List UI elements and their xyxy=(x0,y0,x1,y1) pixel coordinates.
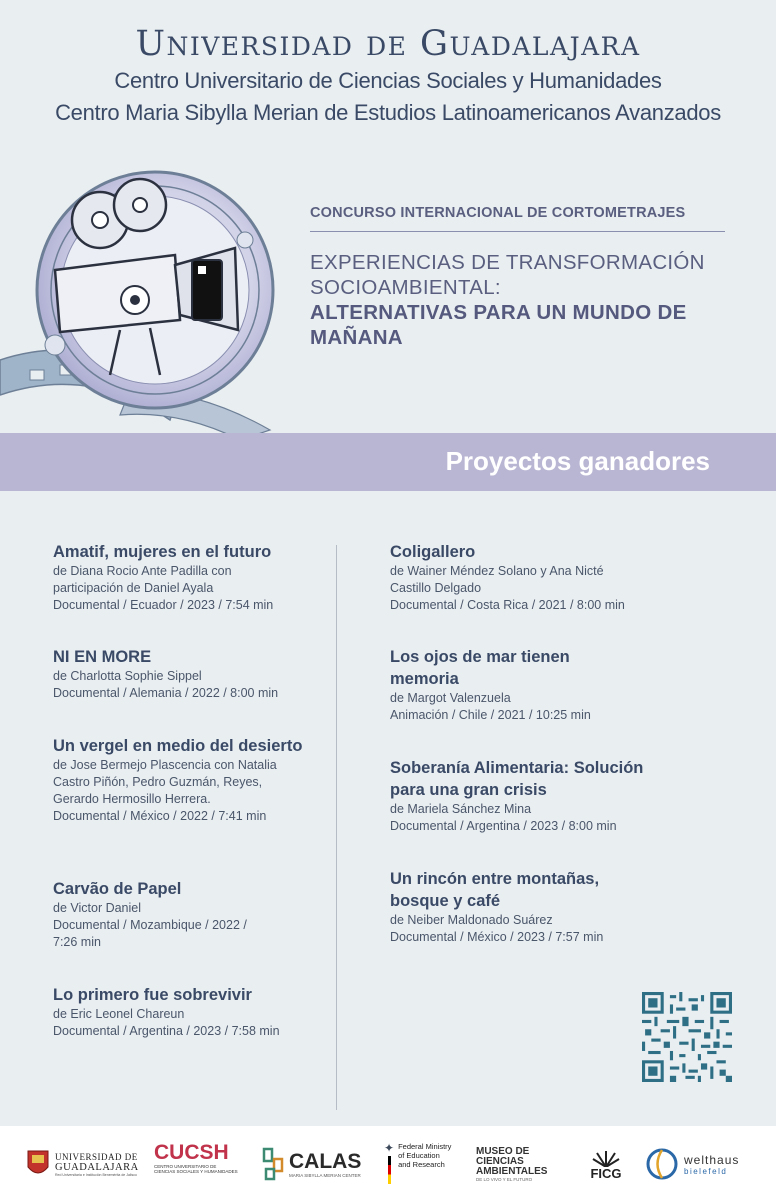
museo-sub: DE LO VIVO Y EL FUTURO xyxy=(476,1176,533,1182)
project-title: Un vergel en medio del desierto xyxy=(53,737,303,755)
projects-left-column xyxy=(53,541,328,1040)
bmbf-line-3: and Research xyxy=(398,1160,445,1169)
project-title: Carvão de Papel xyxy=(53,880,182,898)
project-detail: Documental / México / 2023 / 7:57 min xyxy=(390,930,604,944)
welthaus-sub: bielefeld xyxy=(684,1166,728,1176)
project-title: Los ojos de mar tienen memoria xyxy=(390,648,570,688)
project-detail: Gerardo Hermosillo Herrera. xyxy=(53,792,211,806)
center-title-2: Centro Maria Sibylla Merian de Estudios Latinoamericanos Avanzados xyxy=(55,100,721,125)
project-title: Lo primero fue sobrevivir xyxy=(53,986,252,1004)
qr-code-icon[interactable] xyxy=(642,992,732,1082)
project-detail: Animación / Chile / 2021 / 10:25 min xyxy=(390,708,591,722)
project-item xyxy=(53,646,328,735)
contest-block xyxy=(310,205,725,350)
project-detail: Castro Piñón, Pedro Guzmán, Reyes, xyxy=(53,775,263,789)
center-title-1: Centro Universitario de Ciencias Sociales y Humanidades xyxy=(114,68,662,93)
udg-logo xyxy=(26,1142,144,1186)
eagle-icon: ✦ xyxy=(384,1141,395,1155)
museo-line-2: CIENCIAS xyxy=(476,1155,524,1167)
german-flag-icon xyxy=(388,1156,391,1184)
bmbf-logo xyxy=(384,1142,466,1186)
museo-logo xyxy=(476,1142,572,1186)
project-title: Coligallero xyxy=(390,543,476,561)
project-item xyxy=(390,646,690,757)
project-detail: de Charlotta Sophie Sippel xyxy=(53,669,202,683)
project-item xyxy=(53,878,328,984)
project-item xyxy=(53,984,328,1040)
project-detail: Documental / Argentina / 2023 / 7:58 min xyxy=(53,1024,280,1038)
agave-icon xyxy=(591,1147,621,1167)
project-detail: de Eric Leonel Chareun xyxy=(53,1007,185,1021)
project-detail: Documental / Argentina / 2023 / 8:00 min xyxy=(390,819,617,833)
project-item xyxy=(53,735,328,878)
udg-name-1: UNIVERSIDAD DE xyxy=(55,1151,138,1162)
welthaus-name: welthaus xyxy=(684,1152,740,1167)
ficg-logo xyxy=(584,1142,628,1186)
cucsh-name: CUCSH xyxy=(154,1141,229,1164)
project-detail: Documental / Costa Rica / 2021 / 8:00 min xyxy=(390,598,625,612)
column-divider xyxy=(336,545,337,1110)
project-title: NI EN MORE xyxy=(53,648,152,666)
udg-shield-icon xyxy=(26,1149,50,1179)
project-detail: participación de Daniel Ayala xyxy=(53,581,214,595)
calas-mark-icon xyxy=(262,1147,286,1181)
calas-name: CALAS xyxy=(289,1149,362,1173)
project-item xyxy=(53,541,328,646)
udg-subtitle: Red Universitaria e Institución Benemérita de Jalisco xyxy=(55,1172,137,1177)
calas-sub: MARIA SIBYLLA MERIAN CENTER xyxy=(289,1172,361,1178)
museo-line-3: AMBIENTALES xyxy=(476,1165,548,1177)
ficg-name: FICG xyxy=(590,1166,622,1181)
bmbf-line-1: Federal Ministry xyxy=(398,1142,452,1151)
winners-title: Proyectos ganadores xyxy=(445,446,710,476)
contest-main-title: ALTERNATIVAS PARA UN MUNDO DE MAÑANA xyxy=(310,301,687,349)
project-item xyxy=(390,868,690,946)
university-title: Universidad de Guadalajara xyxy=(135,24,641,64)
contest-subtitle: EXPERIENCIAS DE TRANSFORMACIÓN SOCIOAMBIENTAL: xyxy=(310,251,705,299)
project-detail: 7:26 min xyxy=(53,935,101,949)
project-detail: Documental / Ecuador / 2023 / 7:54 min xyxy=(53,598,274,612)
welthaus-logo xyxy=(645,1142,755,1186)
welthaus-globe-icon xyxy=(645,1147,679,1181)
project-detail: de Margot Valenzuela xyxy=(390,691,511,705)
museo-line-1: MUSEO DE xyxy=(476,1145,530,1157)
project-title: Soberanía Alimentaria: Solución para una gran crisis xyxy=(390,759,644,799)
calas-logo xyxy=(262,1142,372,1186)
project-detail: de Diana Rocio Ante Padilla con xyxy=(53,564,232,578)
contest-label: CONCURSO INTERNACIONAL DE CORTOMETRAJES xyxy=(310,205,725,232)
project-detail: Castillo Delgado xyxy=(390,581,482,595)
project-title: Un rincón entre montañas, bosque y café xyxy=(390,870,600,910)
udg-name-2: GUADALAJARA xyxy=(55,1161,139,1173)
cucsh-sub-1: CENTRO UNIVERSITARIO DE xyxy=(154,1164,217,1169)
project-detail: Documental / México / 2022 / 7:41 min xyxy=(53,809,267,823)
project-detail: Documental / Mozambique / 2022 / xyxy=(53,918,247,932)
project-detail: Documental / Alemania / 2022 / 8:00 min xyxy=(53,686,279,700)
winners-band xyxy=(0,433,776,491)
cucsh-logo xyxy=(154,1142,248,1186)
cucsh-sub-2: CIENCIAS SOCIALES Y HUMANIDADES xyxy=(154,1169,238,1174)
project-detail: de Victor Daniel xyxy=(53,901,142,915)
project-detail: de Jose Bermejo Plascencia con Natalia xyxy=(53,758,277,772)
project-item xyxy=(390,541,690,646)
project-title: Amatif, mujeres en el futuro xyxy=(53,543,272,561)
film-camera-illustration xyxy=(0,160,300,440)
project-item xyxy=(390,757,690,868)
project-detail: de Neiber Maldonado Suárez xyxy=(390,913,553,927)
footer-logos xyxy=(0,1126,776,1200)
project-detail: de Mariela Sánchez Mina xyxy=(390,802,532,816)
bmbf-line-2: of Education xyxy=(398,1151,440,1160)
project-detail: de Wainer Méndez Solano y Ana Nicté xyxy=(390,564,604,578)
projects-right-column xyxy=(390,541,690,946)
